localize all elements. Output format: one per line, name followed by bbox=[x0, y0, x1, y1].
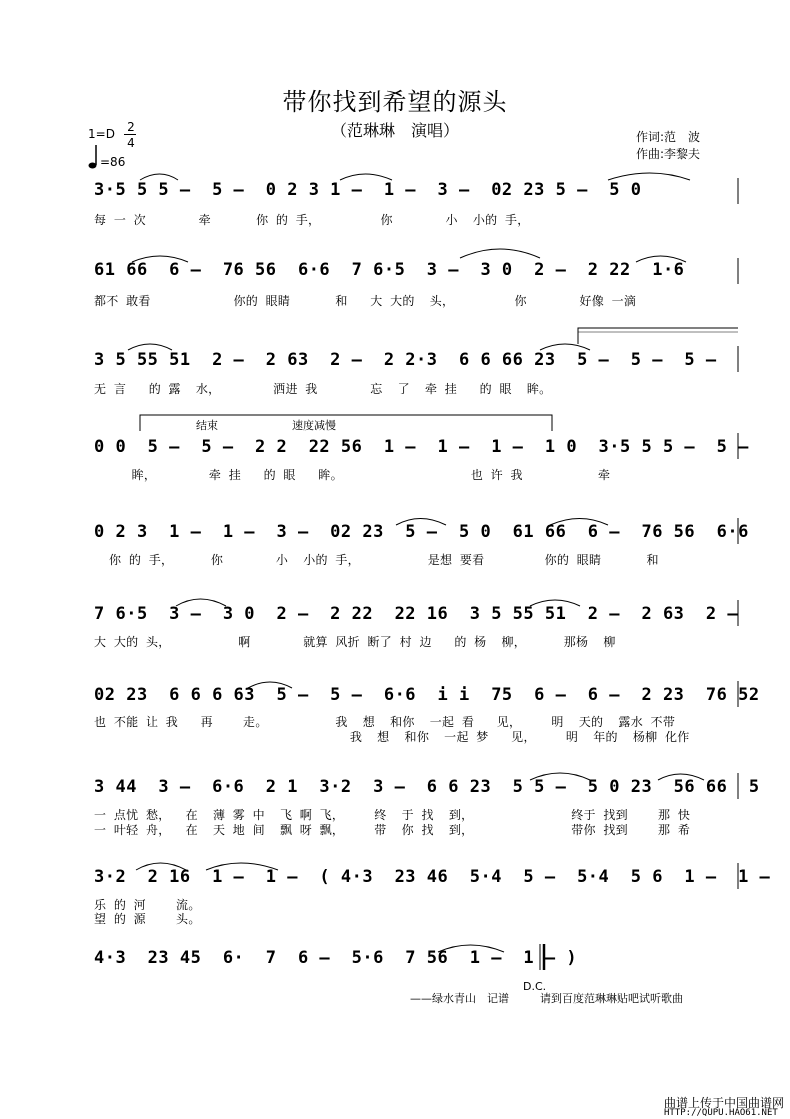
notation-line-1: 3·5 5 5 – 5 – 0 2 3 1 – 1 – 3 – 02 23 5 – 5 0 bbox=[94, 180, 642, 200]
lyrics-line-7b: 我 想 和你 一起 梦 见， 明 年的 杨柳 化作 bbox=[94, 730, 690, 744]
tempo-change-label: 速度减慢 bbox=[292, 419, 336, 432]
lyrics-line-9b: 望 的 源 头。 bbox=[94, 912, 201, 926]
notation-line-3: 3 5 55 51 2 – 2 63 2 – 2 2·3 6 6 66 23 5 – 5 – 5 – bbox=[94, 350, 717, 370]
key-signature: 1=D bbox=[88, 127, 115, 141]
lyrics-line-9a: 乐 的 河 流。 bbox=[94, 898, 201, 912]
tempo-marking: =86 bbox=[100, 155, 126, 169]
notation-line-6: 7 6·5 3 – 3 0 2 – 2 22 22 16 3 5 55 51 2 – 2 63 2 – bbox=[94, 604, 739, 624]
time-signature-bottom: 4 bbox=[127, 136, 135, 150]
notation-line-4: 0 0 5 – 5 – 2 2 22 56 1 – 1 – 1 – 1 0 3·5 5 5 – 5 – bbox=[94, 437, 749, 457]
notation-line-8: 3 44 3 – 6·6 2 1 3·2 3 – 6 6 23 5 5 – 5 0 23 56 66 5 bbox=[94, 777, 760, 797]
watermark-title: 曲谱上传于中国曲谱网 bbox=[664, 1096, 785, 1110]
notation-line-2: 61 66 6 – 76 56 6·6 7 6·5 3 – 3 0 2 – 2 22 1·6 bbox=[94, 260, 685, 280]
ending-label: 结束 bbox=[196, 419, 218, 432]
lyrics-line-3: 无 言 的 露 水， 洒进 我 忘 了 牵 挂 的 眼 眸。 bbox=[94, 382, 552, 396]
page-title: 带你找到希望的源头 bbox=[282, 88, 508, 116]
composer-credit: 作曲:李黎夫 bbox=[636, 147, 701, 161]
page-subtitle: （范琳琳 演唱） bbox=[330, 121, 459, 140]
listen-note: 请到百度范琳琳贴吧试听歌曲 bbox=[540, 992, 683, 1005]
transcriber-credit: ——绿水青山 记谱 bbox=[410, 992, 509, 1005]
lyrics-line-5: 你 的 手， 你 小 小的 手， 是想 要看 你的 眼睛 和 bbox=[94, 553, 659, 567]
lyrics-line-1: 每 一 次 牵 你 的 手， 你 小 小的 手， bbox=[94, 213, 530, 227]
lyricist-credit: 作词:范 波 bbox=[636, 130, 701, 144]
lyrics-line-6: 大 大的 头， 啊 就算 风折 断了 村 边 的 杨 柳， 那杨 柳 bbox=[94, 635, 616, 649]
notation-line-7: 02 23 6 6 6 63 5 – 5 – 6·6 i i 75 6 – 6 – 2 23 76 52 bbox=[94, 685, 760, 705]
time-signature-top: 2 bbox=[127, 120, 135, 134]
notation-line-5: 0 2 3 1 – 1 – 3 – 02 23 5 – 5 0 61 66 6 – 76 56 6·6 bbox=[94, 522, 749, 542]
lyrics-line-8a: 一 点忧 愁， 在 薄 雾 中 飞 啊 飞， 终 于 找 到， 终于 找到 那 快 bbox=[94, 808, 691, 822]
watermark-url: HTTP://QUPU.HAO61.NET bbox=[664, 1108, 778, 1118]
da-capo-mark: D.C. bbox=[523, 980, 547, 993]
lyrics-line-8b: 一 叶轻 舟， 在 天 地 间 飘 呀 飘， 带 你 找 到， 带你 找到 那 希 bbox=[94, 823, 691, 837]
notation-line-9: 3·2 2 16 1 – 1 – ( 4·3 23 46 5·4 5 – 5·4 5 6 1 – 1 – bbox=[94, 867, 771, 887]
notation-line-10: 4·3 23 45 6· 7 6 – 5·6 7 56 1 – 1 – ) bbox=[94, 948, 578, 968]
lyrics-line-7a: 也 不能 让 我 再 走。 我 想 和你 一起 看 见， 明 天的 露水 不带 bbox=[94, 715, 676, 729]
lyrics-line-2: 都不 敢看 你的 眼睛 和 大 大的 头， 你 好像 一滴 bbox=[94, 294, 637, 308]
lyrics-line-4: 眸， 牵 挂 的 眼 眸。 也 许 我 牵 bbox=[94, 468, 611, 482]
